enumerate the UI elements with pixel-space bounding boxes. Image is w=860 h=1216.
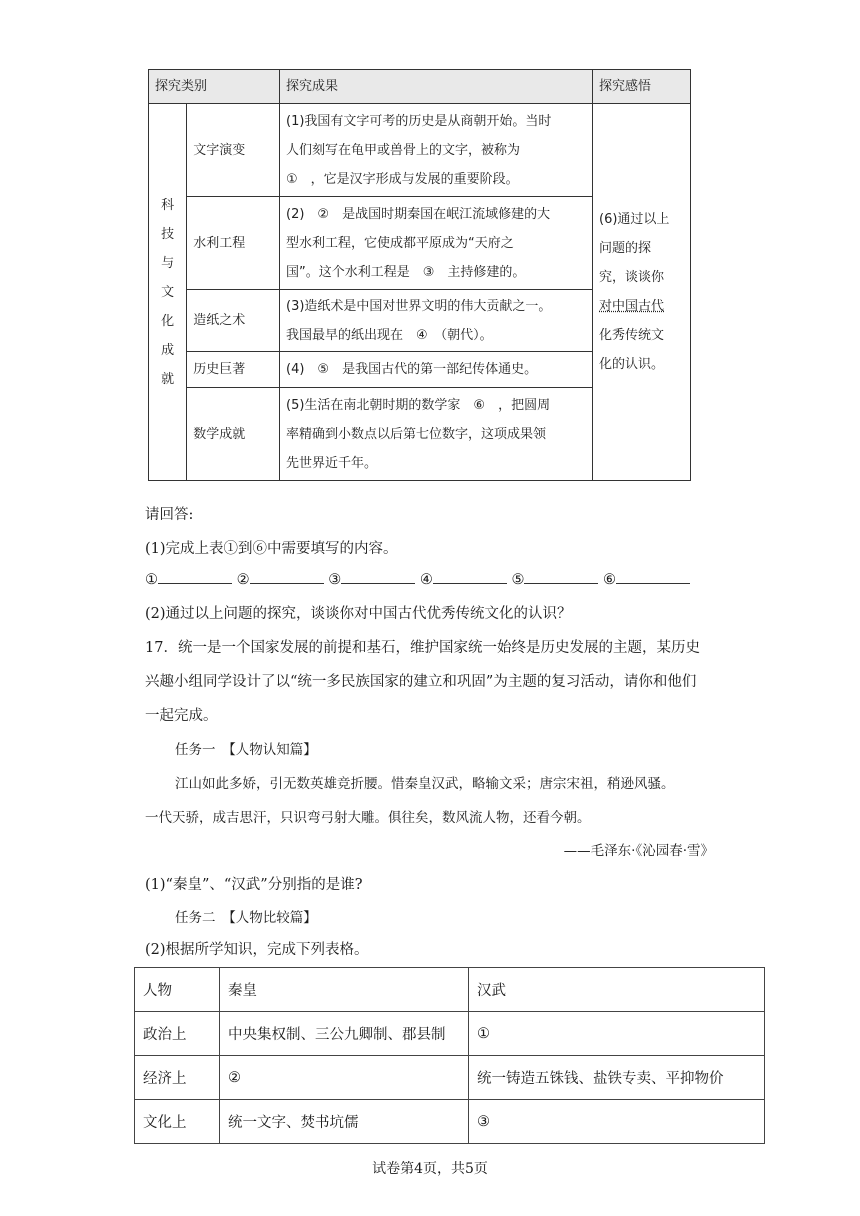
q17-paragraph-line: 17．统一是一个国家发展的前提和基石，维护国家统一始终是历史发展的主题，某历史 bbox=[145, 640, 700, 656]
poem-source: ——毛泽东·《沁园春·雪》 bbox=[563, 843, 714, 859]
category-char: 科 bbox=[161, 197, 175, 213]
category-char: 就 bbox=[161, 371, 175, 387]
result-cell: (5)生活在南北朝时期的数学家 ⑥ ，把圆周 率精确到小数点以后第七位数字，这项成果领 先世界近千年。 bbox=[280, 388, 593, 481]
sub-category: 数学成就 bbox=[187, 388, 280, 481]
category-char: 成 bbox=[161, 342, 175, 358]
sub-category: 历史巨著 bbox=[187, 352, 280, 388]
reflection-cell: (6)通过以上 问题的探 究，谈谈你 对中国古代 化秀传统文 化的认识。 bbox=[593, 104, 691, 481]
question-2: (2)通过以上问题的探究，谈谈你对中国古代优秀传统文化的认识？ bbox=[145, 606, 572, 622]
sub-category: 造纸之术 bbox=[187, 290, 280, 352]
blank-line[interactable] bbox=[433, 569, 507, 584]
question-1: (1)完成上表①到⑥中需要填写的内容。 bbox=[145, 541, 398, 557]
category-char: 化 bbox=[161, 313, 175, 329]
inquiry-table bbox=[148, 69, 691, 481]
blank-line[interactable] bbox=[341, 569, 415, 584]
poem-line: 一代天骄，成吉思汗，只识弯弓射大雕。俱往矣，数风流人物，还看今朝。 bbox=[145, 810, 591, 826]
page-footer: 试卷第4页，共5页 bbox=[372, 1161, 488, 1177]
inquiry-table-header bbox=[149, 70, 691, 104]
q17-paragraph-line: 一起完成。 bbox=[145, 708, 218, 724]
header-result: 探究成果 bbox=[280, 70, 593, 104]
category-vertical bbox=[149, 104, 187, 481]
header-reflection: 探究感悟 bbox=[593, 70, 691, 104]
blank-line[interactable] bbox=[158, 569, 232, 584]
comparison-table bbox=[134, 967, 765, 1144]
category-char: 与 bbox=[161, 255, 175, 271]
sub-category: 文字演变 bbox=[187, 104, 280, 197]
header-category: 探究类别 bbox=[149, 70, 280, 104]
poem-line: 江山如此多娇，引无数英雄竞折腰。惜秦皇汉武，略输文采；唐宗宋祖，稍逊风骚。 bbox=[175, 776, 675, 792]
table-row: 人物 秦皇 汉武 bbox=[135, 968, 765, 1012]
table-row bbox=[149, 104, 691, 197]
result-cell: (4) ⑤ 是我国古代的第一部纪传体通史。 bbox=[280, 352, 593, 388]
table-row: 文化上 统一文字、焚书坑儒 ③ bbox=[135, 1100, 765, 1144]
task-two-heading: 任务二 【人物比较篇】 bbox=[175, 910, 317, 926]
category-char: 文 bbox=[161, 284, 175, 300]
q17-paragraph-line: 兴趣小组同学设计了以“统一多民族国家的建立和巩固”为主题的复习活动，请你和他们 bbox=[145, 674, 697, 690]
answer-blanks: ① ② ③ ④ ⑤ ⑥ bbox=[145, 569, 690, 588]
answer-intro: 请回答: bbox=[145, 507, 194, 523]
category-label bbox=[149, 191, 186, 394]
result-cell: (3)造纸术是中国对世界文明的伟大贡献之一。 我国最早的纸出现在 ④ （朝代）。 bbox=[280, 290, 593, 352]
category-char: 技 bbox=[161, 226, 175, 242]
blank-line[interactable] bbox=[250, 569, 324, 584]
table-row: 经济上 ② 统一铸造五铢钱、盐铁专卖、平抑物价 bbox=[135, 1056, 765, 1100]
q17-question-2: (2)根据所学知识，完成下列表格。 bbox=[145, 942, 369, 958]
sub-category: 水利工程 bbox=[187, 197, 280, 290]
table-row: 政治上 中央集权制、三公九卿制、郡县制 ① bbox=[135, 1012, 765, 1056]
task-one-heading: 任务一 【人物认知篇】 bbox=[175, 742, 317, 758]
result-cell: (1)我国有文字可考的历史是从商朝开始。当时 人们刻写在龟甲或兽骨上的文字，被称为 ① ，它是汉字形成与发展的重要阶段。 bbox=[280, 104, 593, 197]
blank-line[interactable] bbox=[524, 569, 598, 584]
blank-line[interactable] bbox=[616, 569, 690, 584]
q17-question-1: (1)“秦皇”、“汉武”分别指的是谁? bbox=[145, 877, 363, 893]
result-cell: (2) ② 是战国时期秦国在岷江流域修建的大 型水利工程，它使成都平原成为“天府之 国”。这个水利工程是 ③ 主持修建的。 bbox=[280, 197, 593, 290]
